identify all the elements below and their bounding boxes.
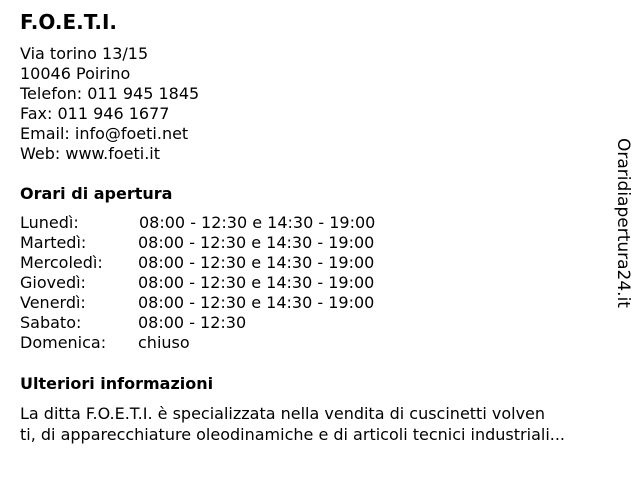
hours-row-sunday xyxy=(20,333,440,353)
hours-row-wednesday xyxy=(20,253,440,273)
info-text-line: La ditta F.O.E.T.I. è specializzata nella vendita di cuscinetti volven xyxy=(20,404,546,423)
time-value: 08:00 - 12:30 e 14:30 - 19:00 xyxy=(138,293,375,312)
time-value: 08:00 - 12:30 e 14:30 - 19:00 xyxy=(139,213,376,232)
contact-block xyxy=(20,44,199,164)
time-value: chiuso xyxy=(138,333,190,352)
watermark-text: Oraridiapertura24.it xyxy=(613,138,633,308)
website: Web: www.foeti.it xyxy=(20,144,161,163)
further-info-text xyxy=(20,403,620,445)
business-name: F.O.E.T.I. xyxy=(20,10,117,34)
time-value: 08:00 - 12:30 e 14:30 - 19:00 xyxy=(138,253,375,272)
hours-row-saturday xyxy=(20,313,440,333)
email-address: Email: info@foeti.net xyxy=(20,124,189,143)
opening-hours-table xyxy=(20,213,440,353)
time-value: 08:00 - 12:30 xyxy=(138,313,247,332)
site-watermark xyxy=(609,134,637,312)
day-label: Lunedì: xyxy=(20,213,79,232)
address-city: 10046 Poirino xyxy=(20,64,131,83)
day-label: Giovedì: xyxy=(20,273,86,292)
address-street: Via torino 13/15 xyxy=(20,44,149,63)
further-info-heading: Ulteriori informazioni xyxy=(20,374,214,393)
phone-number: Telefon: 011 945 1845 xyxy=(20,84,200,103)
day-label: Domenica: xyxy=(20,333,107,352)
hours-row-friday xyxy=(20,293,440,313)
day-label: Martedì: xyxy=(20,233,87,252)
time-value: 08:00 - 12:30 e 14:30 - 19:00 xyxy=(138,233,375,252)
hours-row-thursday xyxy=(20,273,440,293)
time-value: 08:00 - 12:30 e 14:30 - 19:00 xyxy=(138,273,375,292)
opening-hours-heading: Orari di apertura xyxy=(20,184,173,203)
hours-row-tuesday xyxy=(20,233,440,253)
info-text-line: ti, di apparecchiature oleodinamiche e di articoli tecnici industriali... xyxy=(20,425,566,444)
day-label: Venerdì: xyxy=(20,293,86,312)
hours-row-monday xyxy=(20,213,440,233)
fax-number: Fax: 011 946 1677 xyxy=(20,104,170,123)
day-label: Sabato: xyxy=(20,313,82,332)
day-label: Mercoledì: xyxy=(20,253,103,272)
